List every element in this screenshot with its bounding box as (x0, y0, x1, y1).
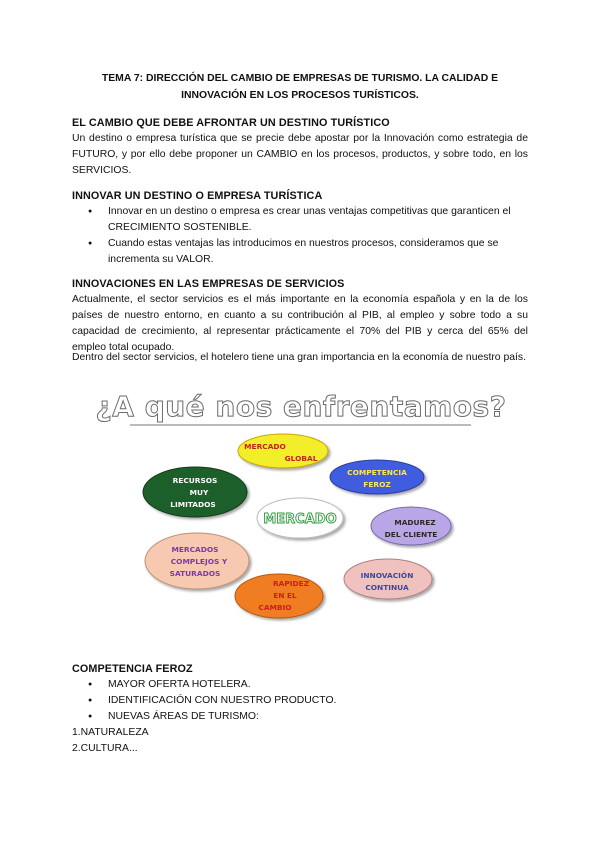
node-mercados-complejos-line3: SATURADOS (169, 569, 221, 578)
node-mercados-complejos-line2: COMPLEJOS Y (170, 557, 228, 566)
diagram-title: ¿A qué nos enfrentamos? (95, 390, 507, 423)
node-innovacion-continua-line1: INNOVACIÓN (360, 571, 414, 580)
title-line-2: INNOVACIÓN EN LOS PROCESOS TURÍSTICOS. (181, 90, 419, 101)
section1-heading: EL CAMBIO QUE DEBE AFRONTAR UN DESTINO TURÍSTICO (72, 117, 390, 129)
node-rapidez-cambio-line2: EN EL (273, 591, 297, 600)
node-rapidez-cambio-line3: CAMBIO (258, 603, 292, 612)
node-recursos-limitados-line1: RECURSOS (172, 476, 218, 485)
node-recursos-limitados-line2: MUY (189, 488, 209, 497)
market-diagram (95, 382, 507, 628)
market-diagram-svg (95, 382, 507, 628)
list-item: ● Innovar en un destino o empresa es crear unas ventajas competitivas que garanticen el CRECIMIENTO SOSTENIBLE. (72, 204, 528, 236)
node-competencia-feroz-line1: COMPETENCIA (347, 468, 407, 477)
node-innovacion-continua-line2: CONTINUA (365, 583, 409, 592)
section1-paragraph: Un destino o empresa turística que se precie debe apostar por la Innovación como estrategia de FUTURO, y por ello debe proponer un CAMBIO en los procesos, productos, y sobre todo, en los SERVICIOS. (72, 133, 528, 176)
node-recursos-limitados-line3: LIMITADOS (170, 500, 216, 509)
list-item: ● IDENTIFICACIÓN CON NUESTRO PRODUCTO. (72, 693, 528, 709)
list-item: ● NUEVAS ÁREAS DE TURISMO: (72, 709, 528, 725)
node-competencia-feroz-line2: FEROZ (363, 480, 391, 489)
section4-heading: COMPETENCIA FEROZ (72, 663, 193, 675)
section2-heading: INNOVAR UN DESTINO O EMPRESA TURÍSTICA (72, 190, 323, 202)
node-mercado-global-line2: GLOBAL (284, 454, 318, 463)
numbered-item-1: 1.NATURALEZA (72, 727, 149, 738)
page-title (72, 70, 528, 104)
section4-bullet-list (72, 677, 528, 725)
section2-bullet-list (72, 204, 528, 268)
section3-paragraph-1: Actualmente, el sector servicios es el más importante en la economía española y en la de los países de nuestro entorno, en cuanto a su contribución al PIB, al empleo y sobre todo a su capacidad de crecimiento, al representar prácticamente el 70% del PIB y cerca del 65% del empleo total ocupado. (72, 294, 528, 353)
node-madurez-cliente-line2: DEL CLIENTE (384, 530, 438, 539)
list-item: ● Cuando estas ventajas las introducimos en nuestros procesos, consideramos que se incrementa su VALOR. (72, 236, 528, 268)
node-center-label: MERCADO (263, 512, 337, 527)
node-mercado-global-line1: MERCADO (244, 442, 286, 451)
node-madurez-cliente-line1: MADUREZ (394, 518, 436, 527)
numbered-item-2: 2.CULTURA... (72, 743, 138, 754)
title-line-1: TEMA 7: DIRECCIÓN DEL CAMBIO DE EMPRESAS DE TURISMO. LA CALIDAD E (101, 73, 499, 84)
section3-paragraph-2: Dentro del sector servicios, el hotelero tiene una gran importancia en la economía de nuestro país. (72, 352, 526, 363)
section3-heading: INNOVACIONES EN LAS EMPRESAS DE SERVICIOS (72, 278, 345, 290)
node-mercados-complejos-line1: MERCADOS (171, 545, 219, 554)
node-rapidez-cambio-line1: RAPIDEZ (272, 579, 310, 588)
list-item: ● MAYOR OFERTA HOTELERA. (72, 677, 528, 693)
